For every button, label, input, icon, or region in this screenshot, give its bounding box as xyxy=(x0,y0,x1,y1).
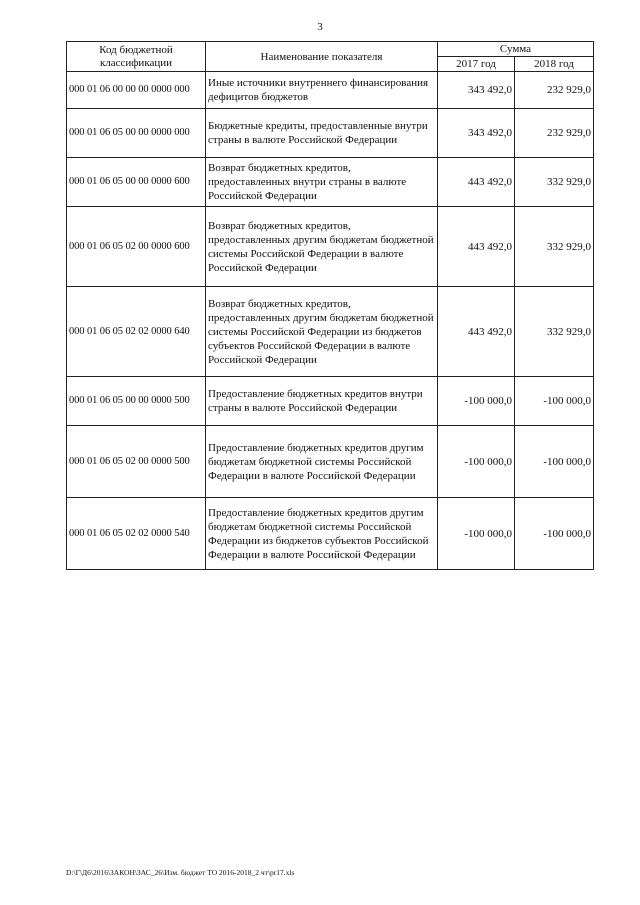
file-path-footer: D:\Г\Д6\2016\ЗАКОН\ЗАС_26\Изм. бюджет ТО 2016-2018_2 чт\pr17.xls xyxy=(66,868,295,877)
row-name: Бюджетные кредиты, предоставленные внутри страны в валюте Российской Федерации xyxy=(206,109,438,158)
row-name: Предоставление бюджетных кредитов другим бюджетам бюджетной системы Российской Федерации из бюджетов субъектов Российской Федерации в валюте Российской Федерации xyxy=(206,498,438,570)
table-row xyxy=(67,426,594,498)
row-sum-2017: 443 492,0 xyxy=(438,287,515,377)
row-code: 000 01 06 05 00 00 0000 500 xyxy=(67,377,206,426)
header-name: Наименование показателя xyxy=(206,42,438,72)
table-row xyxy=(67,287,594,377)
row-sum-2017: -100 000,0 xyxy=(438,377,515,426)
table-row xyxy=(67,158,594,207)
row-name: Предоставление бюджетных кредитов другим бюджетам бюджетной системы Российской Федерации в валюте Российской Федерации xyxy=(206,426,438,498)
table-row xyxy=(67,72,594,109)
row-code: 000 01 06 05 02 02 0000 640 xyxy=(67,287,206,377)
row-name: Предоставление бюджетных кредитов внутри страны в валюте Российской Федерации xyxy=(206,377,438,426)
row-sum-2017: 443 492,0 xyxy=(438,207,515,287)
row-sum-2018: 332 929,0 xyxy=(515,287,594,377)
row-sum-2018: 232 929,0 xyxy=(515,72,594,109)
row-sum-2017: 343 492,0 xyxy=(438,72,515,109)
header-year-2017: 2017 год xyxy=(438,57,515,72)
row-sum-2017: -100 000,0 xyxy=(438,498,515,570)
table-row xyxy=(67,377,594,426)
row-code: 000 01 06 00 00 00 0000 000 xyxy=(67,72,206,109)
row-name: Возврат бюджетных кредитов, предоставленных другим бюджетам бюджетной системы Российской Федерации из бюджетов субъектов Российской Федерации в валюте Российской Федерации xyxy=(206,287,438,377)
row-code: 000 01 06 05 00 00 0000 600 xyxy=(67,158,206,207)
row-sum-2018: 332 929,0 xyxy=(515,207,594,287)
header-sum: Сумма xyxy=(438,42,594,57)
row-name: Иные источники внутреннего финансирования дефицитов бюджетов xyxy=(206,72,438,109)
row-sum-2018: -100 000,0 xyxy=(515,498,594,570)
row-sum-2018: -100 000,0 xyxy=(515,426,594,498)
budget-sources-table xyxy=(66,41,594,570)
row-sum-2018: 232 929,0 xyxy=(515,109,594,158)
row-code: 000 01 06 05 02 02 0000 540 xyxy=(67,498,206,570)
row-code: 000 01 06 05 02 00 0000 600 xyxy=(67,207,206,287)
row-sum-2017: -100 000,0 xyxy=(438,426,515,498)
table-row xyxy=(67,498,594,570)
table-row xyxy=(67,109,594,158)
row-name: Возврат бюджетных кредитов, предоставленных внутри страны в валюте Российской Федерации xyxy=(206,158,438,207)
row-sum-2018: -100 000,0 xyxy=(515,377,594,426)
row-code: 000 01 06 05 02 00 0000 500 xyxy=(67,426,206,498)
row-name: Возврат бюджетных кредитов, предоставленных другим бюджетам бюджетной системы Российской Федерации в валюте Российской Федерации xyxy=(206,207,438,287)
table-row xyxy=(67,207,594,287)
row-code: 000 01 06 05 00 00 0000 000 xyxy=(67,109,206,158)
row-sum-2018: 332 929,0 xyxy=(515,158,594,207)
row-sum-2017: 443 492,0 xyxy=(438,158,515,207)
header-code: Код бюджетной классификации xyxy=(67,42,206,72)
page-number: 3 xyxy=(317,21,323,33)
header-year-2018: 2018 год xyxy=(515,57,594,72)
row-sum-2017: 343 492,0 xyxy=(438,109,515,158)
